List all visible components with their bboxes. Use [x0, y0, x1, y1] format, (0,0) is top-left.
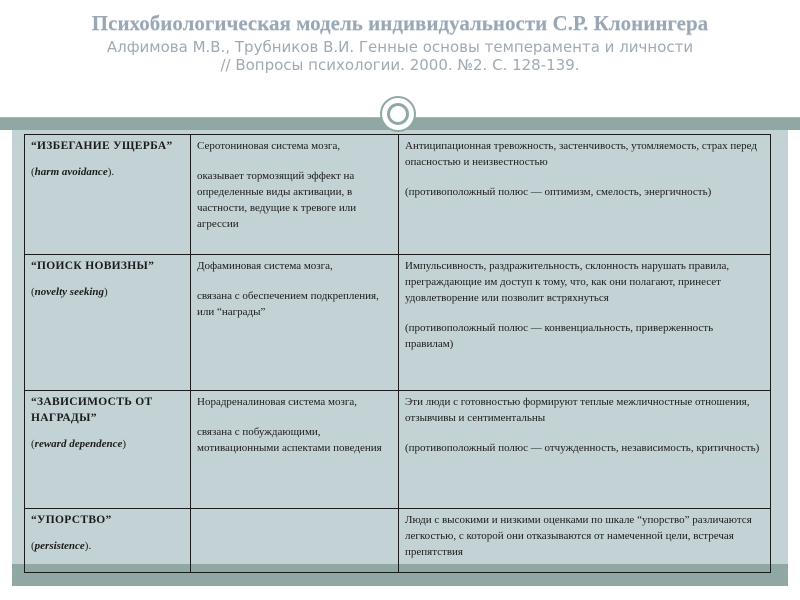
brain-system-function: связана с обеспечением подкрепления, или “награды” — [197, 290, 379, 318]
trait-description: Импульсивность, раздражительность, склонность нарушать правила, преграждающие им доступ к тому, что, как они полагают, принесет удовлетворение или позволит встряхнуться — [405, 260, 730, 304]
trait-english: (harm avoidance). — [31, 166, 115, 178]
trait-english: (persistence). — [31, 540, 92, 552]
description-cell — [399, 391, 771, 509]
trait-cell — [25, 391, 191, 509]
trait-english-term: reward dependence — [34, 438, 123, 450]
table-row — [25, 255, 771, 391]
trait-description: Люди с высокими и низкими оценками по шкале “упорство” различаются легкостью, с которой они отказываются от намеченной цели, встречая препятствия — [405, 514, 752, 558]
trait-opposite-pole: (противоположный полюс — оптимизм, смелость, энергичность) — [405, 186, 712, 198]
trait-name: “ПОИСК НОВИЗНЫ” — [31, 260, 155, 272]
table-row — [25, 509, 771, 573]
trait-english-suffix: ). — [84, 540, 92, 552]
trait-english-term: persistence — [34, 540, 85, 552]
table-row — [25, 135, 771, 255]
trait-name: “ИЗБЕГАНИЕ УЩЕРБА” — [31, 140, 173, 152]
brain-system-cell — [191, 509, 399, 573]
trait-english: (novelty seeking) — [31, 286, 108, 298]
trait-description: Антиципационная тревожность, застенчивость, утомляемость, страх перед опасностью и неизвестностью — [405, 140, 757, 168]
brain-system-name: Серотониновая система мозга, — [197, 140, 341, 152]
trait-english: (reward dependence) — [31, 438, 127, 450]
trait-english-suffix: ). — [107, 166, 115, 178]
trait-name: “УПОРСТВО” — [31, 514, 112, 526]
trait-opposite-pole: (противоположный полюс — отчужденность, независимость, критичность) — [405, 442, 760, 454]
table-row — [25, 391, 771, 509]
brain-system-name: Норадреналиновая система мозга, — [197, 396, 357, 408]
trait-description: Эти люди с готовностью формируют теплые межличностные отношения, отзывчивы и сентиментальны — [405, 396, 750, 424]
description-cell — [399, 509, 771, 573]
brain-system-cell — [191, 391, 399, 509]
trait-cell — [25, 255, 191, 391]
trait-english-term: novelty seeking — [34, 286, 105, 298]
brain-system-cell — [191, 135, 399, 255]
right-margin — [788, 130, 800, 600]
brain-system-name: Дофаминовая система мозга, — [197, 260, 333, 272]
slide-title: Психобиологическая модель индивидуальности С.Р. Клонингера — [91, 11, 709, 35]
trait-cell — [25, 135, 191, 255]
trait-english-suffix: ) — [122, 438, 127, 450]
trait-english-term: harm avoidance — [34, 166, 108, 178]
trait-cell — [25, 509, 191, 573]
trait-name: “ЗАВИСИМОСТЬ ОТ НАГРАДЫ” — [31, 396, 153, 424]
description-cell — [399, 135, 771, 255]
brain-system-function: оказывает тормозящий эффект на определенные виды активации, в частности, ведущие к тревоге или агрессии — [197, 170, 357, 230]
slide-subtitle-line1: Алфимова М.В., Трубников В.И. Генные основы темперамента и личности — [106, 38, 694, 56]
traits-table — [24, 134, 771, 573]
trait-opposite-pole: (противоположный полюс — конвенциальность, приверженность правилам) — [405, 322, 714, 350]
left-margin — [0, 130, 12, 600]
ring-ornament-icon — [380, 96, 416, 132]
brain-system-cell — [191, 255, 399, 391]
trait-english-suffix: ) — [104, 286, 108, 298]
slide-subtitle-line2: // Вопросы психологии. 2000. №2. С. 128-139. — [220, 56, 580, 74]
description-cell — [399, 255, 771, 391]
brain-system-function: связана с побуждающими, мотивационными аспектами поведения — [197, 426, 382, 454]
